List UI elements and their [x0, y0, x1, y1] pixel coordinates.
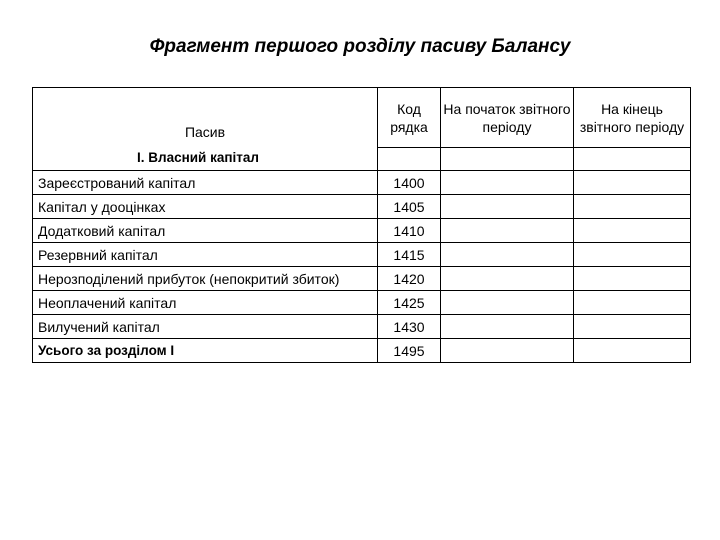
row-name-cell: Вилучений капітал — [33, 315, 378, 339]
table-row — [33, 243, 691, 267]
row-start-value-cell — [441, 267, 574, 291]
row-end-value-cell — [574, 195, 691, 219]
row-code-cell: 1430 — [378, 315, 441, 339]
row-code-cell: 1495 — [378, 339, 441, 363]
header-code: Код рядка — [378, 88, 441, 148]
section-end-cell — [574, 148, 691, 171]
row-name-cell: Резервний капітал — [33, 243, 378, 267]
row-end-value-cell — [574, 291, 691, 315]
section-title: I. Власний капітал — [137, 150, 259, 165]
row-code-cell: 1405 — [378, 195, 441, 219]
header-liability-label: Пасив — [184, 124, 226, 140]
balance-table — [32, 87, 691, 363]
row-start-value-cell — [441, 291, 574, 315]
section-start-cell — [441, 148, 574, 171]
header-end-period: На кінець звітного періоду — [574, 88, 691, 148]
row-end-value-cell — [574, 219, 691, 243]
row-start-value-cell — [441, 243, 574, 267]
row-name-cell: Нерозподілений прибуток (непокритий збиток) — [33, 267, 378, 291]
row-end-value-cell — [574, 267, 691, 291]
header-start-period: На початок звітного періоду — [441, 88, 574, 148]
table-row — [33, 219, 691, 243]
table-row — [33, 195, 691, 219]
row-end-value-cell — [574, 339, 691, 363]
row-code-cell: 1420 — [378, 267, 441, 291]
row-start-value-cell — [441, 171, 574, 195]
row-start-value-cell — [441, 219, 574, 243]
table-row — [33, 267, 691, 291]
row-end-value-cell — [574, 171, 691, 195]
row-code-cell: 1410 — [378, 219, 441, 243]
page-title: Фрагмент першого розділу пасиву Балансу — [149, 36, 571, 57]
row-code-cell: 1400 — [378, 171, 441, 195]
table-header-row — [33, 88, 691, 148]
row-code-cell: 1425 — [378, 291, 441, 315]
row-name-cell: Усього за розділом I — [33, 339, 378, 363]
row-code-cell: 1415 — [378, 243, 441, 267]
row-end-value-cell — [574, 243, 691, 267]
table-row — [33, 171, 691, 195]
row-start-value-cell — [441, 315, 574, 339]
table-total-row — [33, 339, 691, 363]
row-name-cell: Зареєстрований капітал — [33, 171, 378, 195]
row-start-value-cell — [441, 339, 574, 363]
table-row — [33, 315, 691, 339]
section-code-cell — [378, 148, 441, 171]
table-row — [33, 291, 691, 315]
row-name-cell: Додатковий капітал — [33, 219, 378, 243]
row-name-cell: Капітал у дооцінках — [33, 195, 378, 219]
row-end-value-cell — [574, 315, 691, 339]
row-start-value-cell — [441, 195, 574, 219]
row-name-cell: Неоплачений капітал — [33, 291, 378, 315]
